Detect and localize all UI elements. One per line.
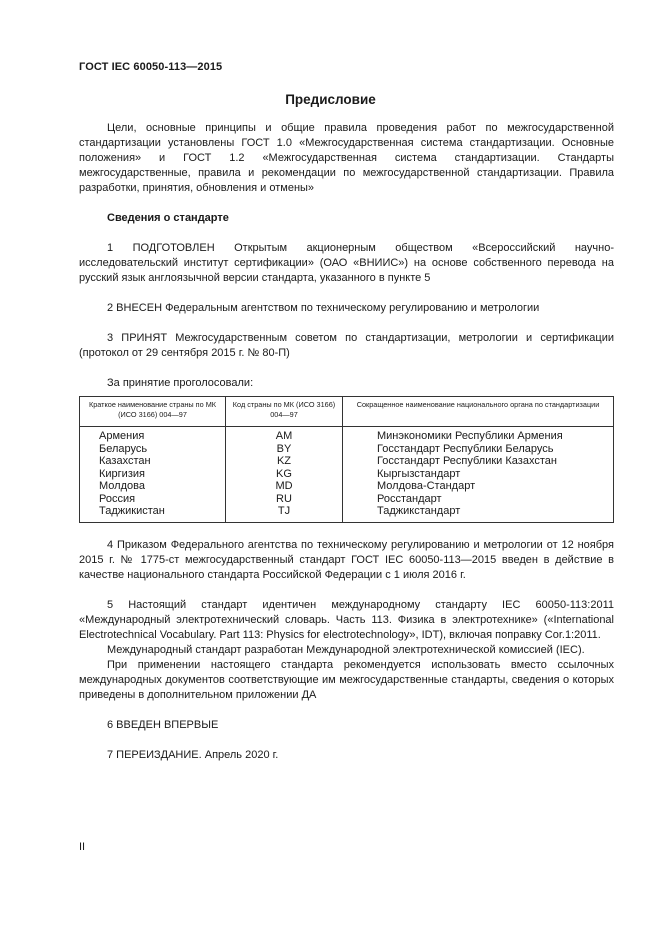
header-country-code: Код страны по МК (ИСО 3166) 004—97 — [226, 397, 343, 427]
country-code: TJ — [226, 505, 343, 522]
table-row — [80, 427, 614, 443]
standards-body: Кыргызстандарт — [343, 468, 614, 481]
item-enacted: 4 Приказом Федерального агентства по техническому регулированию и метрологии от 12 ноября 2015 г. № 1775-ст межгосударственный стандарт ГОСТ IEC 60050-113—2015 введен в действие в качестве национального стандарта Российской Федерации с 1 июля 2016 г. — [79, 538, 614, 581]
item-submitted: 2 ВНЕСЕН Федеральным агентством по техническому регулированию и метрологии — [107, 302, 540, 314]
country-name: Молдова — [80, 480, 226, 493]
country-name: Армения — [80, 427, 226, 443]
country-code: MD — [226, 480, 343, 493]
item-reissue: 7 ПЕРЕИЗДАНИЕ. Апрель 2020 г. — [107, 748, 279, 761]
header-standards-body: Сокращенное наименование национального органа по стандартизации — [343, 397, 614, 427]
standards-body: Молдова-Стандарт — [343, 480, 614, 493]
item-adopted: 3 ПРИНЯТ Межгосударственным советом по стандартизации, метрологии и сертификации (протокол от 29 сентября 2015 г. № 80-П) — [79, 332, 614, 359]
section-heading: Сведения о стандарте — [107, 212, 229, 224]
country-code: RU — [226, 493, 343, 506]
country-name: Беларусь — [80, 443, 226, 456]
standards-body: Госстандарт Республики Беларусь — [343, 443, 614, 456]
intro-paragraph: Цели, основные принципы и общие правила проведения работ по межгосударственной стандартизации установлены ГОСТ 1.0 «Межгосударственная система стандартизации. Основные положения» и ГОСТ 1.2 «Межгосударственная система стандартизации. Стандарты межгосударственные, правила и рекомендации по межгосударственной стандартизации. Правила разработки, принятия, обновления и отмены» — [79, 122, 614, 194]
item-developer: Международный стандарт разработан Международной электротехнической комиссией (IEC). — [107, 643, 585, 656]
country-code: BY — [226, 443, 343, 456]
item-first-introduced: 6 ВВЕДЕН ВПЕРВЫЕ — [107, 718, 219, 731]
voted-label: За принятие проголосовали: — [107, 377, 254, 389]
item-identical: 5 Настоящий стандарт идентичен международному стандарту IEC 60050-113:2011 «Международный электротехнический словарь. Часть 113. Физика в электротехнике» («International Electrotechnical Vocabulary. Part 113: Physics for electrotechnology», IDT), включая поправку Cor.1:2011. — [79, 598, 614, 641]
standards-body: Госстандарт Республики Казахстан — [343, 455, 614, 468]
item-references: При применении настоящего стандарта рекомендуется использовать вместо ссылочных международных документов соответствующие им межгосударственные стандарты, сведения о которых приведены в дополнительном приложении ДА — [79, 658, 614, 701]
country-name: Россия — [80, 493, 226, 506]
table-row — [80, 493, 614, 506]
page-title: Предисловие — [285, 92, 376, 107]
page-number: II — [79, 841, 86, 853]
standards-body: Таджикстандарт — [343, 505, 614, 522]
table-row — [80, 468, 614, 481]
item-prepared: 1 ПОДГОТОВЛЕН Открытым акционерным обществом «Всероссийский научно-исследовательский институт сертификации» (ОАО «ВНИИС») на основе собственного перевода на русский язык англоязычной версии стандарта, указанного в пункте 5 — [79, 242, 614, 284]
country-name: Казахстан — [80, 455, 226, 468]
country-name: Киргизия — [80, 468, 226, 481]
table-row — [80, 480, 614, 493]
country-code: KZ — [226, 455, 343, 468]
standards-body: Росстандарт — [343, 493, 614, 506]
table-row — [80, 443, 614, 456]
standards-body: Минэкономики Республики Армения — [343, 427, 614, 443]
foreword-content — [79, 121, 614, 763]
country-code: KG — [226, 468, 343, 481]
document-code: ГОСТ IEC 60050-113—2015 — [79, 61, 223, 73]
country-code: AM — [226, 427, 343, 443]
country-name: Таджикистан — [80, 505, 226, 522]
table-row — [80, 455, 614, 468]
table-header-row — [80, 397, 614, 427]
header-country-name: Краткое наименование страны по МК (ИСО 3166) 004—97 — [80, 397, 226, 427]
voting-table — [79, 396, 614, 523]
table-row — [80, 505, 614, 522]
